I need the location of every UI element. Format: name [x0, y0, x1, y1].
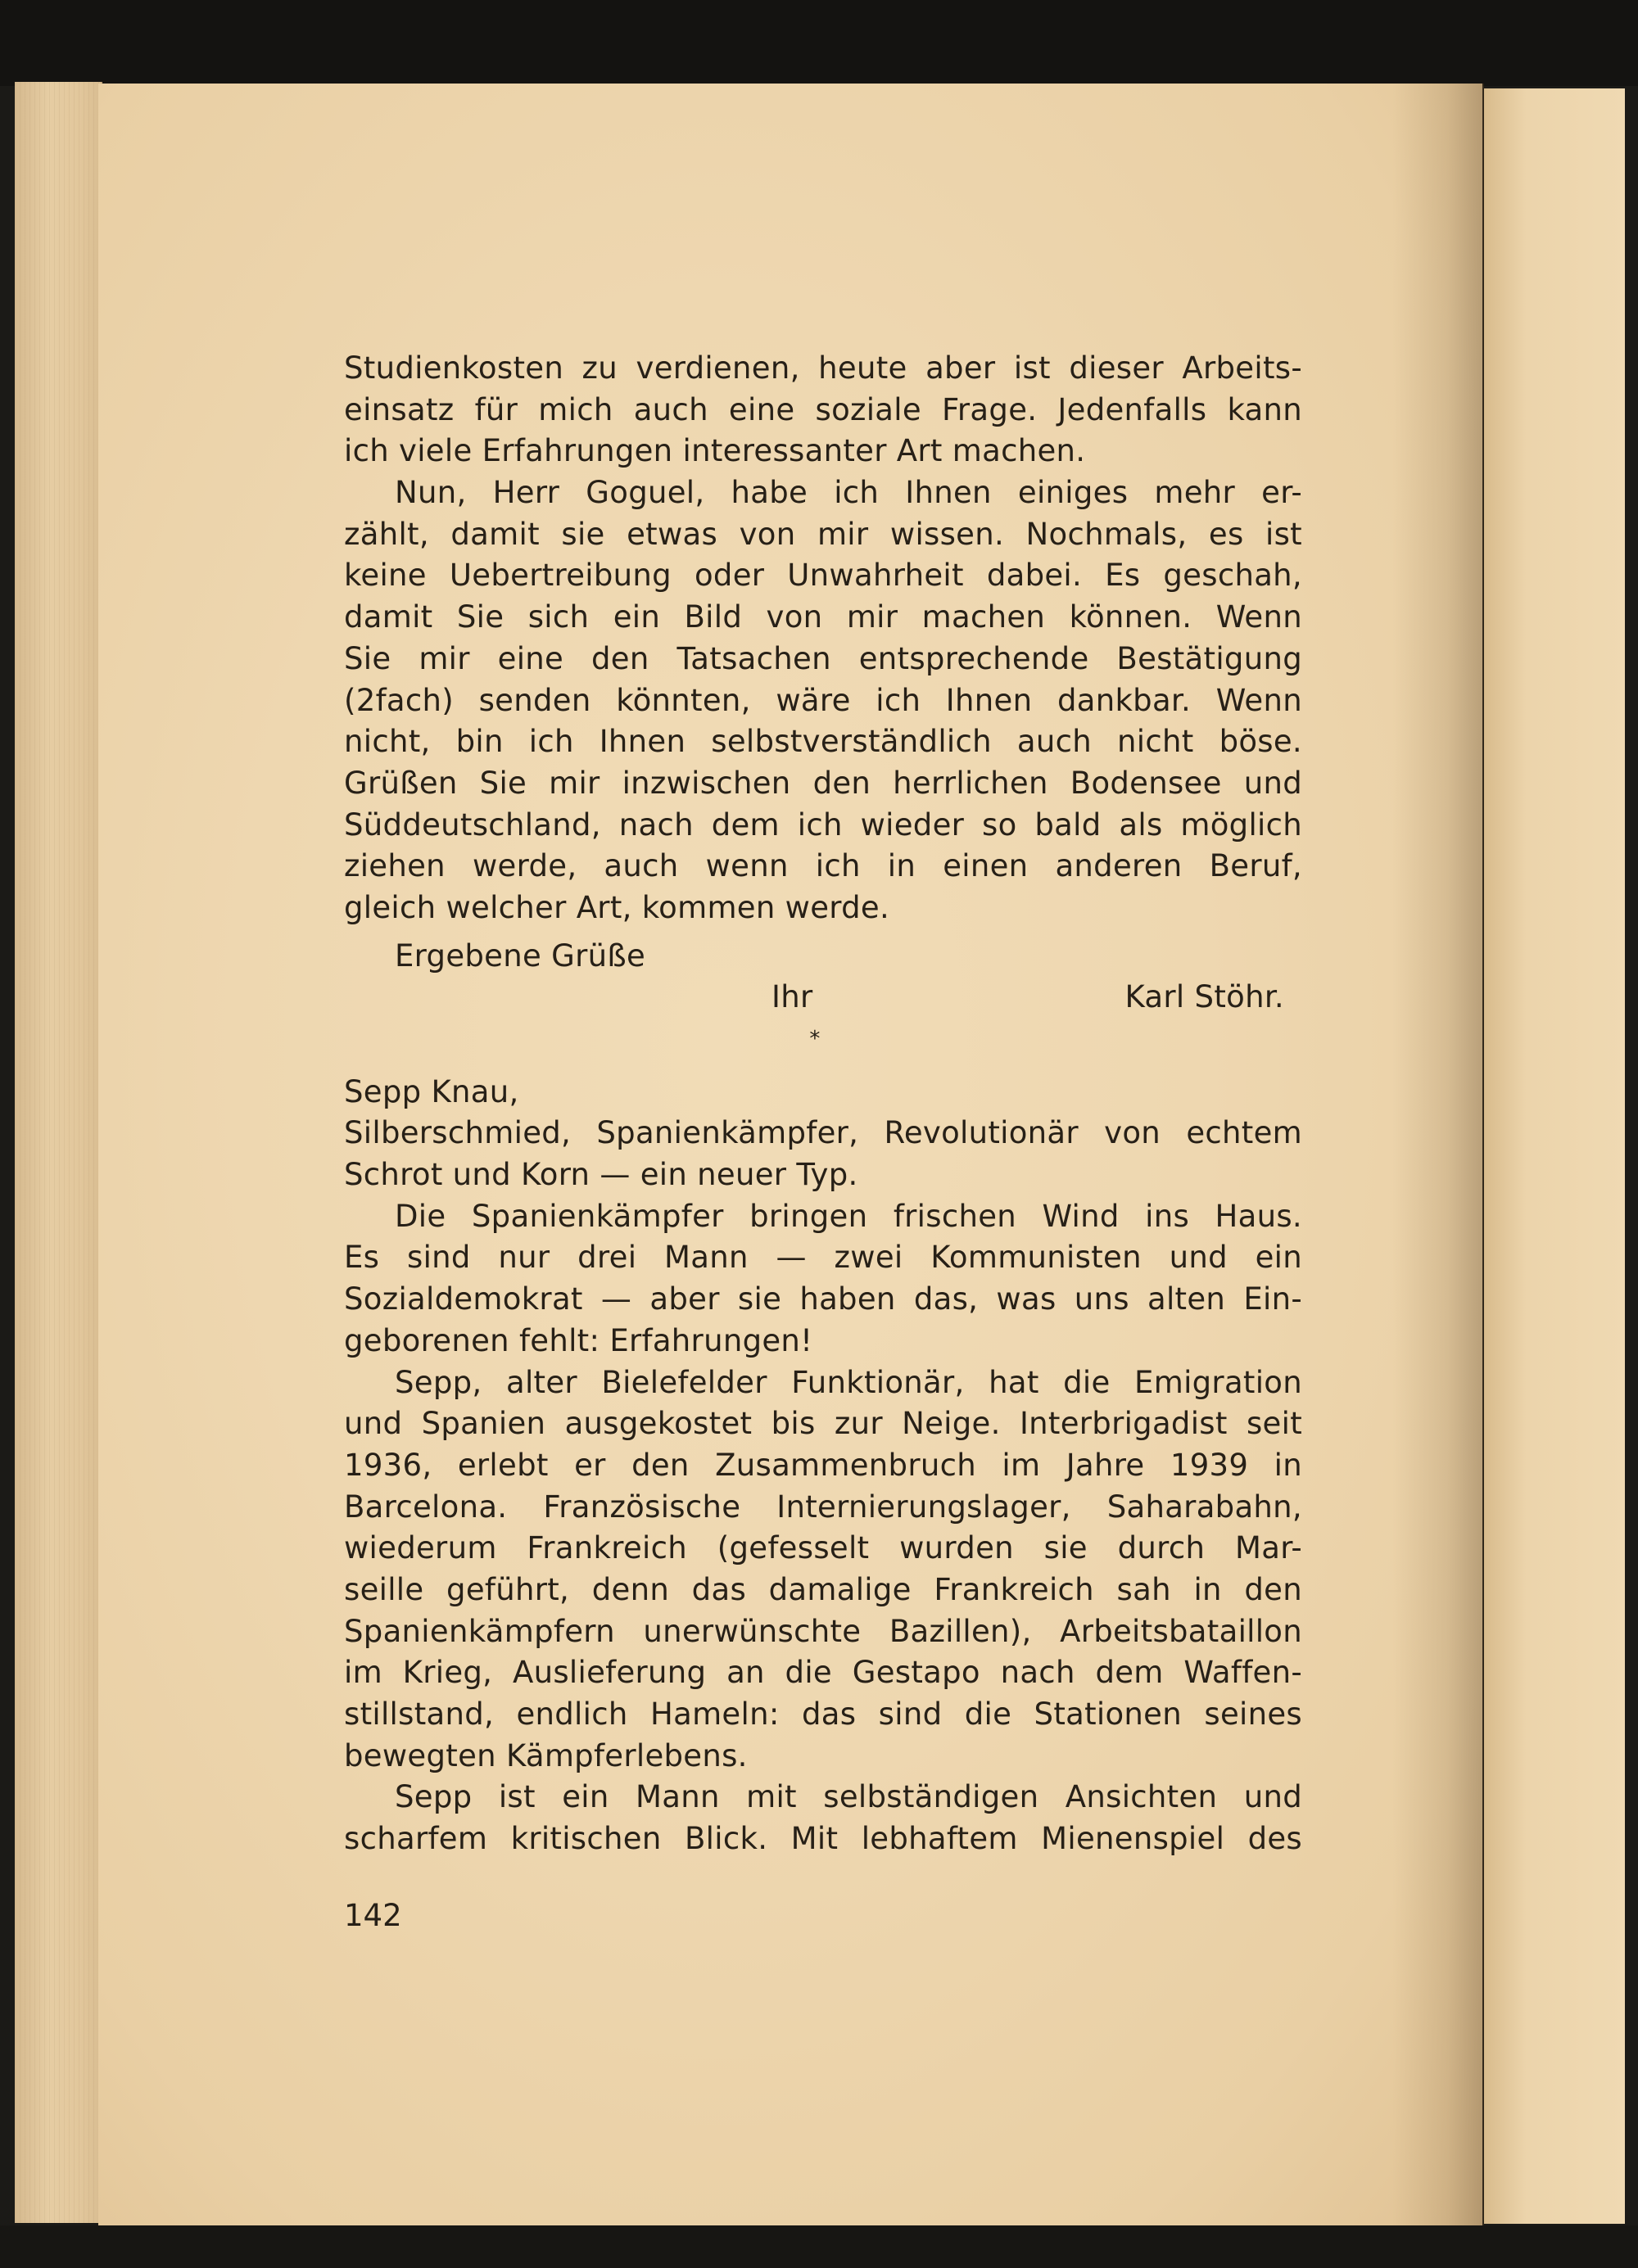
- text-line: gleich welcher Art, kommen werde.: [344, 889, 890, 925]
- text-line: ziehen werde, auch wenn ich in einen anderen Beruf,: [344, 848, 1302, 884]
- text-line: Studienkosten zu verdienen, heute aber ist dieser Arbeits-: [344, 350, 1302, 386]
- scanner-bottom-band: [0, 2225, 1638, 2268]
- text-line: wiederum Frankreich (gefesselt wurden sie durch Mar-: [344, 1530, 1302, 1566]
- greeting-text: Ergebene Grüße: [395, 937, 646, 974]
- text-line: keine Uebertreibung oder Unwahrheit dabei. Es geschah,: [344, 558, 1302, 594]
- text-line: seille geführt, denn das damalige Frankreich sah in den: [344, 1571, 1302, 1607]
- text-line: im Krieg, Auslieferung an die Gestapo nach dem Waffen-: [344, 1655, 1302, 1691]
- text-line: damit Sie sich ein Bild von mir machen können. Wenn: [344, 599, 1302, 635]
- section-separator: *: [809, 1027, 821, 1051]
- text-line: Süddeutschland, nach dem ich wieder so bald als möglich: [344, 806, 1302, 843]
- text-line: scharfem kritischen Blick. Mit lebhaftem Mienenspiel des: [344, 1821, 1302, 1857]
- section-heading: Sepp Knau,: [344, 1073, 519, 1109]
- text-line: ich viele Erfahrungen interessanter Art machen.: [344, 433, 1086, 469]
- text-line: bewegten Kämpferlebens.: [344, 1737, 748, 1773]
- closing-text: Ihr: [771, 979, 813, 1015]
- text-line: Die Spanienkämpfer bringen frischen Wind ins Haus.: [395, 1198, 1302, 1234]
- page-number: 142: [344, 1898, 402, 1933]
- book-page-edge-lines: [15, 82, 101, 2223]
- text-line: Sie mir eine den Tatsachen entsprechende Bestätigung: [344, 640, 1302, 676]
- text-line: geborenen fehlt: Erfahrungen!: [344, 1322, 813, 1358]
- text-line: Sepp, alter Bielefelder Funktionär, hat die Emigration: [395, 1364, 1302, 1400]
- facing-page: [1484, 88, 1625, 2224]
- text-line: Grüßen Sie mir inzwischen den herrlichen Bodensee und: [344, 765, 1302, 801]
- text-line: Barcelona. Französische Internierungslager, Saharabahn,: [344, 1489, 1302, 1525]
- text-line: Nun, Herr Goguel, habe ich Ihnen einiges mehr er-: [395, 475, 1302, 511]
- text-line: Schrot und Korn — ein neuer Typ.: [344, 1157, 858, 1193]
- text-line: Spanienkämpfern unerwünschte Bazillen), Arbeitsbataillon: [344, 1613, 1302, 1649]
- text-line: einsatz für mich auch eine soziale Frage. Jedenfalls kann: [344, 391, 1302, 427]
- text-line: stillstand, endlich Hameln: das sind die Stationen seines: [344, 1696, 1302, 1732]
- letter-greeting: [344, 936, 1302, 978]
- text-line: 1936, erlebt er den Zusammenbruch im Jahre 1939 in: [344, 1447, 1302, 1483]
- page-text: [344, 348, 1302, 1860]
- page-gutter-shadow: [1392, 84, 1484, 2229]
- text-line: Silberschmied, Spanienkämpfer, Revolutionär von echtem: [344, 1115, 1302, 1151]
- scanner-top-band: [0, 0, 1638, 86]
- text-line: Sepp ist ein Mann mit selbständigen Ansichten und: [395, 1779, 1302, 1815]
- text-line: (2fach) senden könnten, wäre ich Ihnen dankbar. Wenn: [344, 682, 1302, 718]
- text-line: Sozialdemokrat — aber sie haben das, was uns alten Ein-: [344, 1281, 1302, 1317]
- text-line: Es sind nur drei Mann — zwei Kommunisten und ein: [344, 1240, 1302, 1276]
- signature-name: Karl Stöhr.: [1124, 979, 1284, 1015]
- signature-row: [344, 977, 1302, 1019]
- text-line: nicht, bin ich Ihnen selbstverständlich auch nicht böse.: [344, 724, 1302, 760]
- text-line: zählt, damit sie etwas von mir wissen. Nochmals, es ist: [344, 516, 1302, 552]
- text-line: und Spanien ausgekostet bis zur Neige. Interbrigadist seit: [344, 1406, 1302, 1442]
